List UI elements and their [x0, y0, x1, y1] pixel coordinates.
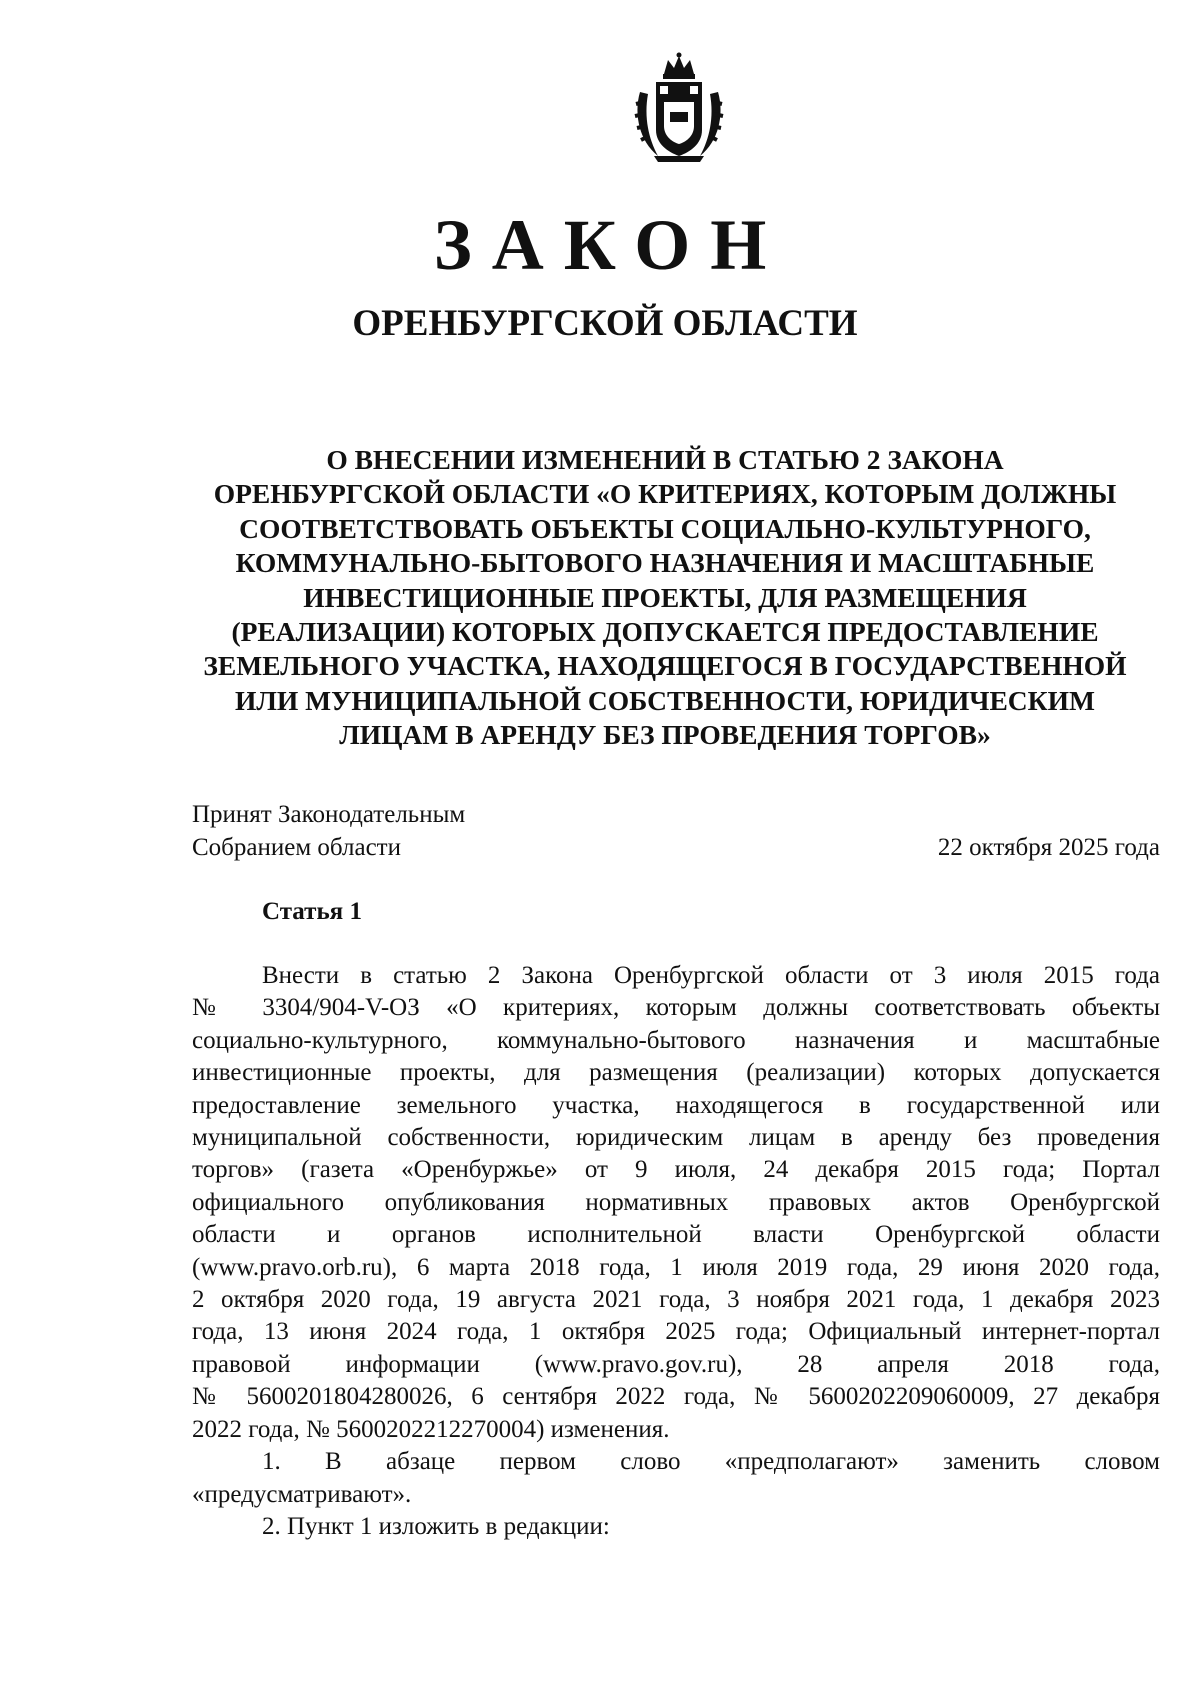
heading-line: ЗЕМЕЛЬНОГО УЧАСТКА, НАХОДЯЩЕГОСЯ В ГОСУДАРСТВЕННОЙ	[203, 650, 1127, 682]
law-heading	[170, 443, 1160, 753]
body-line: № 5600201804280026, 6 сентября 2022 года, № 5600202209060009, 27 декабря	[192, 1383, 1160, 1411]
coat-of-arms-icon	[630, 52, 728, 164]
adoption-date: 22 октября 2025 года	[937, 834, 1160, 861]
adoption-block	[192, 798, 1160, 864]
body-line: № 3304/904-V-ОЗ «О критериях, которым должны соответствовать объекты	[192, 994, 1160, 1022]
body-line: предоставление земельного участка, находящегося в государственной или	[192, 1091, 1160, 1119]
heading-line: ИНВЕСТИЦИОННЫЕ ПРОЕКТЫ, ДЛЯ РАЗМЕЩЕНИЯ	[303, 581, 1027, 613]
body-line: правовой информации (www.pravo.gov.ru), 28 апреля 2018 года,	[192, 1350, 1160, 1378]
body-line: инвестиционные проекты, для размещения (реализации) которых допускается	[192, 1059, 1160, 1087]
article-title: Статья 1	[262, 898, 362, 925]
heading-line: СООТВЕТСТВОВАТЬ ОБЪЕКТЫ СОЦИАЛЬНО-КУЛЬТУРНОГО,	[239, 512, 1091, 544]
body-line: Внести в статью 2 Закона Оренбургской области от 3 июля 2015 года	[262, 962, 1160, 989]
heading-line: (РЕАЛИЗАЦИИ) КОТОРЫХ ДОПУСКАЕТСЯ ПРЕДОСТАВЛЕНИЕ	[231, 616, 1099, 648]
heading-line: О ВНЕСЕНИИ ИЗМЕНЕНИЙ В СТАТЬЮ 2 ЗАКОНА	[326, 444, 1004, 475]
heading-line: КОММУНАЛЬНО-БЫТОВОГО НАЗНАЧЕНИЯ И МАСШТАБНЫЕ	[235, 547, 1095, 579]
body-line: 2. Пункт 1 изложить в редакции:	[262, 1512, 610, 1540]
heading-line: ИЛИ МУНИЦИПАЛЬНОЙ СОБСТВЕННОСТИ, ЮРИДИЧЕСКИМ	[235, 684, 1095, 716]
article-body	[192, 960, 1160, 1543]
heading-line: ЛИЦАМ В АРЕНДУ БЕЗ ПРОВЕДЕНИЯ ТОРГОВ»	[339, 719, 991, 751]
body-line: 2022 года, № 5600202212270004) изменения.	[192, 1415, 670, 1443]
body-line: 2 октября 2020 года, 19 августа 2021 года, 3 ноября 2021 года, 1 декабря 2023	[192, 1286, 1160, 1314]
body-line: социально-культурного, коммунально-бытового назначения и масштабные	[192, 1026, 1160, 1054]
adoption-line: Собранием области	[192, 834, 401, 861]
document-title: ЗАКОН	[433, 205, 787, 285]
body-line: муниципальной собственности, юридическим лицам в аренду без проведения	[192, 1124, 1160, 1152]
adoption-row	[192, 831, 1160, 864]
body-line: «предусматривают».	[192, 1480, 412, 1508]
body-line: области и органов исполнительной власти Оренбургской области	[192, 1221, 1160, 1249]
body-line: 1. В абзаце первом слово «предполагают» заменить словом	[262, 1448, 1160, 1476]
body-line: официального опубликования нормативных правовых актов Оренбургской	[192, 1188, 1160, 1216]
body-line: года, 13 июня 2024 года, 1 октября 2025 года; Официальный интернет-портал	[192, 1318, 1160, 1346]
body-line: (www.pravo.orb.ru), 6 марта 2018 года, 1 июля 2019 года, 29 июня 2020 года,	[192, 1253, 1160, 1281]
heading-line: ОРЕНБУРГСКОЙ ОБЛАСТИ «О КРИТЕРИЯХ, КОТОРЫМ ДОЛЖНЫ	[213, 478, 1117, 510]
document-subtitle: ОРЕНБУРГСКОЙ ОБЛАСТИ	[352, 303, 858, 344]
adoption-line: Принят Законодательным	[192, 801, 466, 828]
body-line: торгов» (газета «Оренбуржье» от 9 июля, 24 декабря 2015 года; Портал	[192, 1156, 1160, 1184]
